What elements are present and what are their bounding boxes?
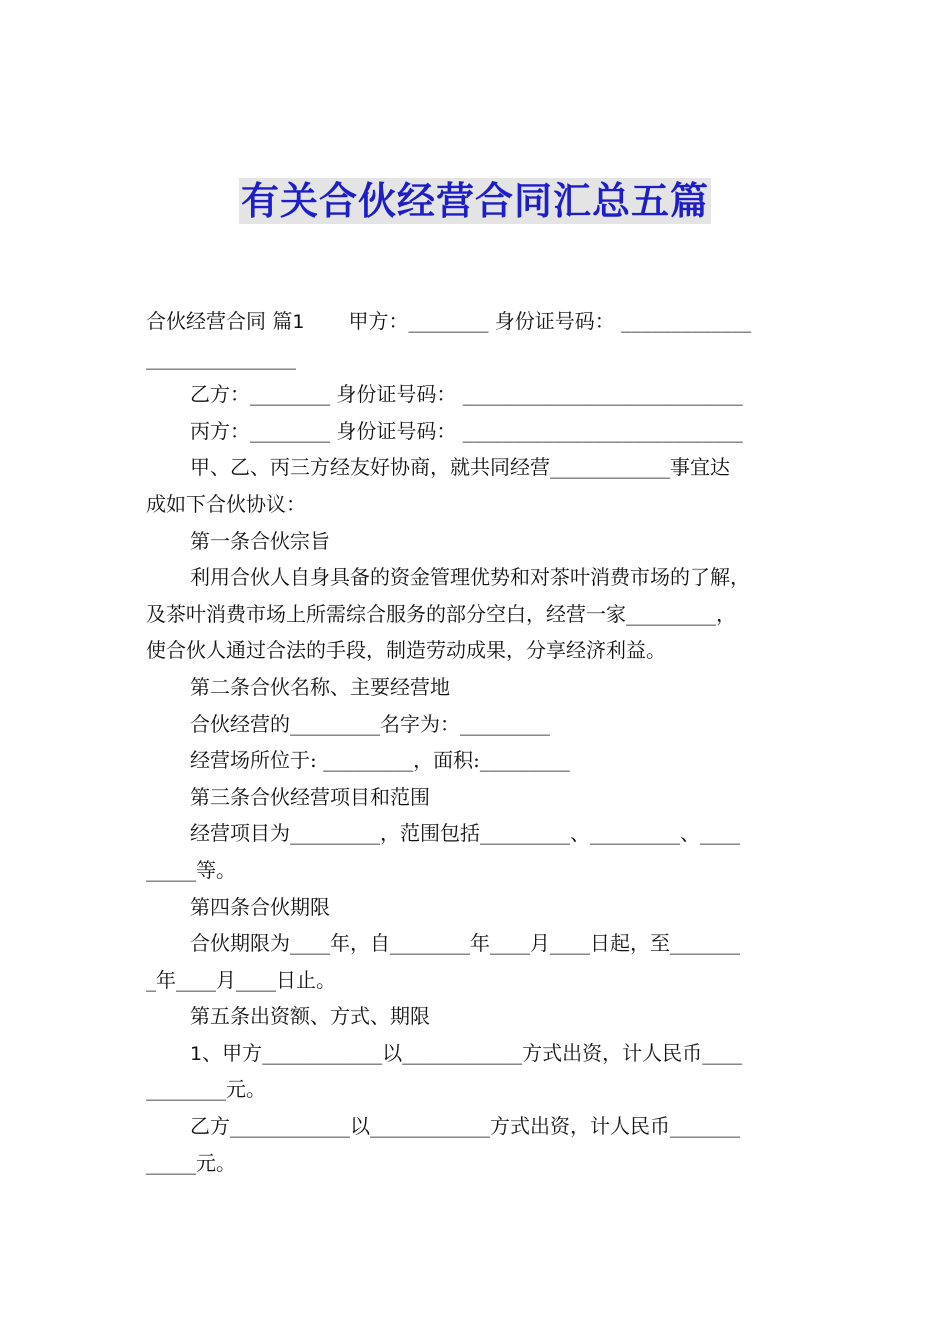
list-item-line [146, 1035, 808, 1072]
paragraph-line: 经营场所位于: _________，面积:_________ [190, 748, 570, 773]
article-heading: 第四条合伙期限 [190, 894, 330, 919]
paragraph-line: 及茶叶消费市场上所需综合服务的部分空白，经营一家_________， [146, 601, 736, 626]
article-heading: 第一条合伙宗旨 [190, 528, 330, 553]
paragraph-line: 使合伙人通过合法的手段，制造劳动成果，分享经济利益。 [146, 638, 666, 663]
article-heading: 第二条合伙名称、主要经营地 [190, 674, 450, 699]
contract-heading-line [146, 303, 808, 340]
article-heading: 第五条出资额、方式、期限 [190, 1004, 430, 1029]
paragraph-line: _____等。 [146, 857, 236, 882]
paragraph-line: ________元。 [146, 1077, 266, 1102]
paragraph-line: 合伙期限为____年，自________年____月____日起，至_______ [190, 931, 740, 956]
article-heading: 第三条合伙经营项目和范围 [190, 784, 430, 809]
list-item-text: 、甲方____________以____________方式出资，计人民币____ [202, 1040, 743, 1065]
paragraph-line: 经营项目为_________，范围包括_________、_________、____ [190, 821, 740, 846]
paragraph-line: 甲、乙、丙三方经友好协商，就共同经营____________事宜达 [190, 455, 730, 480]
party-c-line: 丙方：________ 身份证号码： ____________________________ [190, 418, 743, 443]
paragraph-line: 乙方____________以____________方式出资，计人民币_______ [190, 1114, 740, 1139]
contract-heading: 合伙经营合同 篇 [146, 309, 293, 333]
paragraph-line: _____元。 [146, 1150, 236, 1175]
title-container [0, 178, 950, 224]
party-a-line: 甲方：________ 身份证号码： _____________ [348, 309, 752, 333]
paragraph-line: 合伙经营的_________名字为：_________ [190, 711, 550, 736]
paragraph-line: _年____月____日止。 [146, 967, 336, 992]
text-line: _______________ [146, 345, 296, 370]
contract-number: 1 [292, 311, 305, 333]
paragraph-line: 成如下合伙协议： [146, 491, 306, 516]
document-body [146, 303, 808, 1181]
paragraph-line: 利用合伙人自身具备的资金管理优势和对茶叶消费市场的了解， [190, 565, 750, 590]
party-b-line: 乙方：________ 身份证号码： ____________________________ [190, 382, 743, 407]
document-title: 有关合伙经营合同汇总五篇 [240, 179, 709, 223]
list-item-number: 1 [190, 1042, 203, 1065]
